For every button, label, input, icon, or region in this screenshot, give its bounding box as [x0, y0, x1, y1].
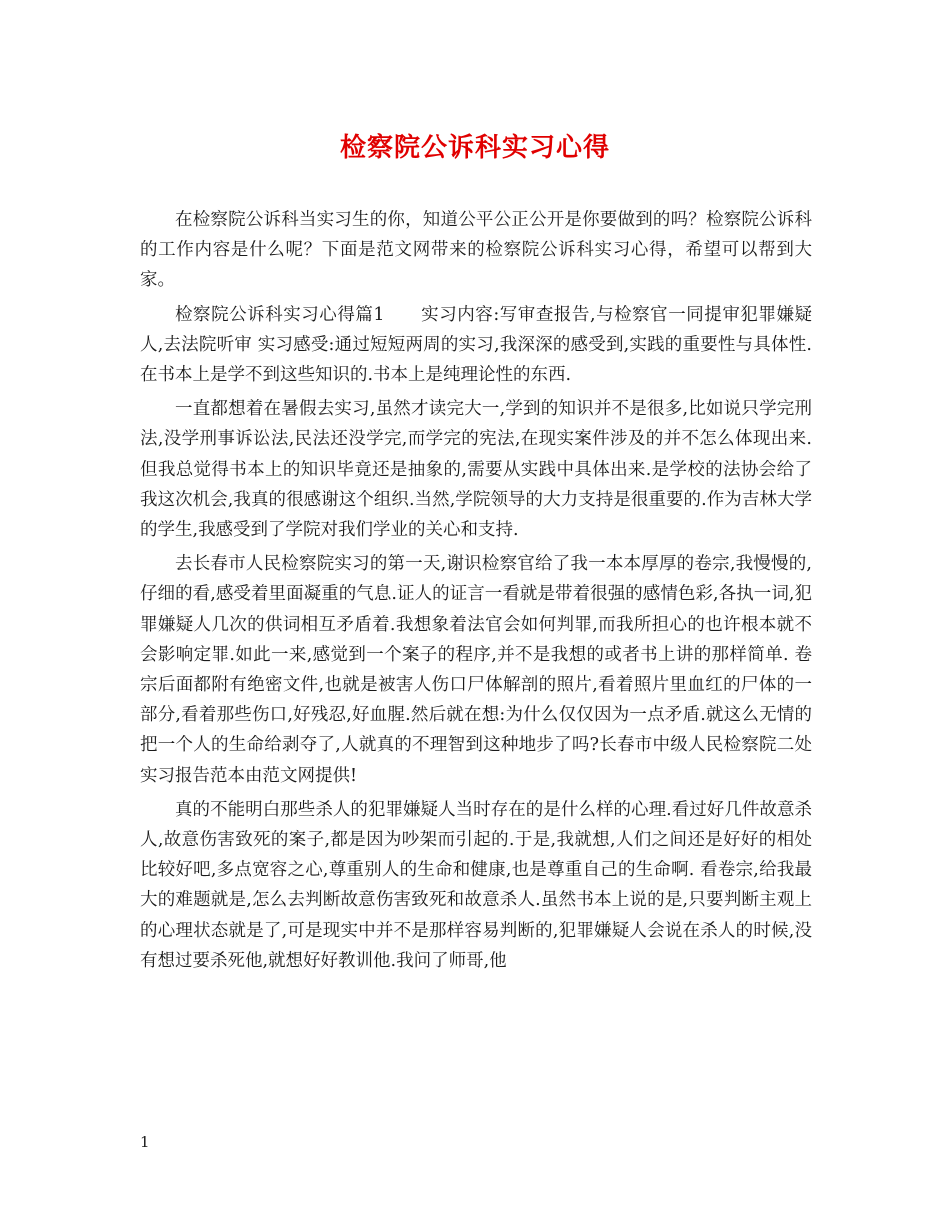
- document-title: 检察院公诉科实习心得: [339, 133, 610, 163]
- paragraph-2: 一直都想着在暑假去实习,虽然才读完大一,学到的知识并不是很多,比如说只学完刑法,没学刑事诉讼法,民法还没学完,而学完的宪法,在现实案件涉及的并不怎么体现出来.但我总觉得书本上的知识毕竟还是抽象的,需要从实践中具体出来.是学校的法协会给了我这次机会,我真的很感谢这个组织.当然,学院领导的大力支持是很重要的.作为吉林大学的学生,我感受到了学院对我们学业的关心和支持.: [140, 399, 812, 541]
- document-body: [140, 205, 812, 980]
- page-number: 1: [140, 1133, 150, 1151]
- paragraph-3: 去长春市人民检察院实习的第一天,谢识检察官给了我一本本厚厚的卷宗,我慢慢的,仔细的看,感受着里面凝重的气息.证人的证言一看就是带着很强的感情色彩,各执一词,犯罪嫌疑人几次的供词相互矛盾着.我想象着法官会如何判罪,而我所担心的也许根本就不会影响定罪.如此一来,感觉到一个案子的程序,并不是我想的或者书上讲的那样简单. 卷宗后面都附有绝密文件,也就是被害人伤口尸体解剖的照片,看着照片里血红的尸体的一部分,看着那些伤口,好残忍,好血腥.然后就在想:为什么仅仅因为一点矛盾.就这么无情的把一个人的生命给剥夺了,人就真的不理智到这种地步了吗?长春市中级人民检察院二处实习报告范本由范文网提供!: [140, 554, 812, 786]
- paragraph-intro: 在检察院公诉科当实习生的你，知道公平公正公开是你要做到的吗？检察院公诉科的工作内容是什么呢？下面是范文网带来的检察院公诉科实习心得，希望可以帮到大家。: [140, 210, 812, 291]
- paragraph-4: 真的不能明白那些杀人的犯罪嫌疑人当时存在的是什么样的心理.看过好几件故意杀人,故意伤害致死的案子,都是因为吵架而引起的.于是,我就想,人们之间还是好好的相处比较好吧,多点宽容之心,尊重别人的生命和健康,也是尊重自己的生命啊. 看卷宗,给我最大的难题就是,怎么去判断故意伤害致死和故意杀人.虽然书本上说的是,只要判断主观上的心理状态就是了,可是现实中并不是那样容易判断的,犯罪嫌疑人会说在杀人的时候,没有想过要杀死他,就想好好教训他.我问了师哥,他: [140, 799, 812, 971]
- paragraph-1: 检察院公诉科实习心得篇1 实习内容:写审查报告,与检察官一同提审犯罪嫌疑人,去法院听审 实习感受:通过短短两周的实习,我深深的感受到,实践的重要性与具体性.在书本上是学不到这些知识的.书本上是纯理论性的东西.: [140, 304, 812, 386]
